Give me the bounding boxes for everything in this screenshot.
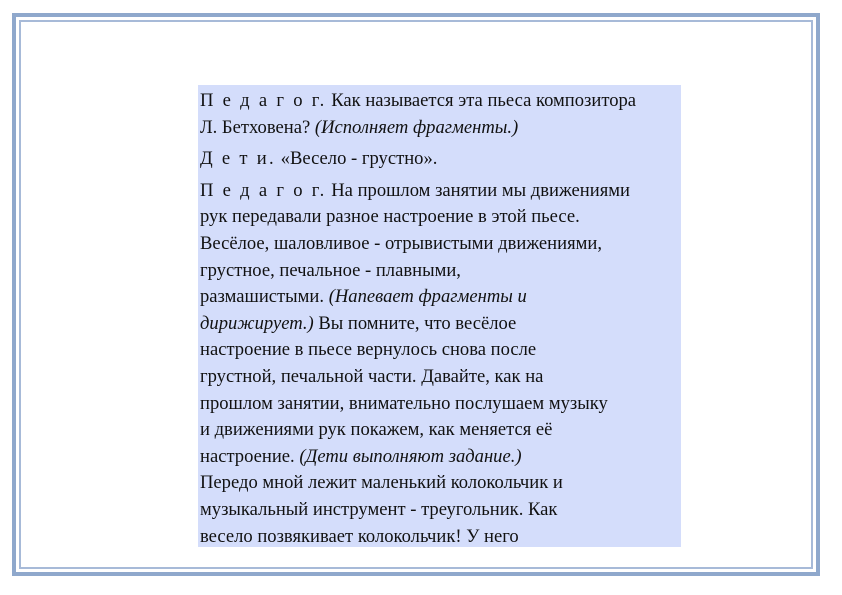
dialogue-text: размашистыми. bbox=[200, 286, 329, 308]
dialogue-text: прошлом занятии, внимательно послушаем музыку bbox=[200, 392, 608, 414]
dialogue-text: На прошлом занятии мы движениями bbox=[326, 179, 630, 201]
dialogue-text: музыкальный инструмент - треугольник. Как bbox=[200, 498, 558, 520]
dialogue-text: Как называется эта пьеса композитора bbox=[326, 90, 637, 111]
stage-direction: (Исполняет фрагменты.) bbox=[314, 116, 519, 138]
dialogue-text-block bbox=[198, 85, 681, 547]
stage-direction: дирижирует.) bbox=[200, 312, 314, 334]
paragraph-teacher-explanation bbox=[200, 178, 681, 550]
dialogue-text: Вы помните, что весёлое bbox=[313, 312, 517, 334]
dialogue-text: настроение. bbox=[200, 445, 300, 467]
dialogue-text: Передо мной лежит маленький колокольчик и bbox=[200, 472, 563, 494]
speaker-label: П е д а г о г. bbox=[200, 90, 327, 111]
dialogue-text: рук передавали разное настроение в этой пьесе. bbox=[200, 206, 580, 228]
dialogue-text: Весёлое, шаловливое - отрывистыми движениями, bbox=[200, 232, 602, 254]
stage-direction: (Напевает фрагменты и bbox=[328, 286, 527, 308]
dialogue-text: настроение в пьесе вернулось снова после bbox=[200, 339, 537, 361]
speaker-label: П е д а г о г. bbox=[200, 179, 327, 201]
paragraph-teacher-question bbox=[200, 88, 681, 141]
dialogue-text: Л. Бетховена? bbox=[200, 116, 315, 138]
dialogue-text: и движениями рук покажем, как меняется её bbox=[200, 419, 553, 441]
dialogue-text: весело позвякивает колокольчик! У него bbox=[200, 525, 519, 547]
speaker-label: Д е т и. bbox=[200, 148, 277, 170]
stage-direction: (Дети выполняют задание.) bbox=[299, 445, 522, 467]
dialogue-text: «Весело - грустно». bbox=[276, 148, 438, 170]
paragraph-children-answer bbox=[200, 146, 681, 173]
dialogue-text: грустное, печальное - плавными, bbox=[200, 259, 461, 281]
dialogue-text: грустной, печальной части. Давайте, как на bbox=[200, 365, 544, 387]
